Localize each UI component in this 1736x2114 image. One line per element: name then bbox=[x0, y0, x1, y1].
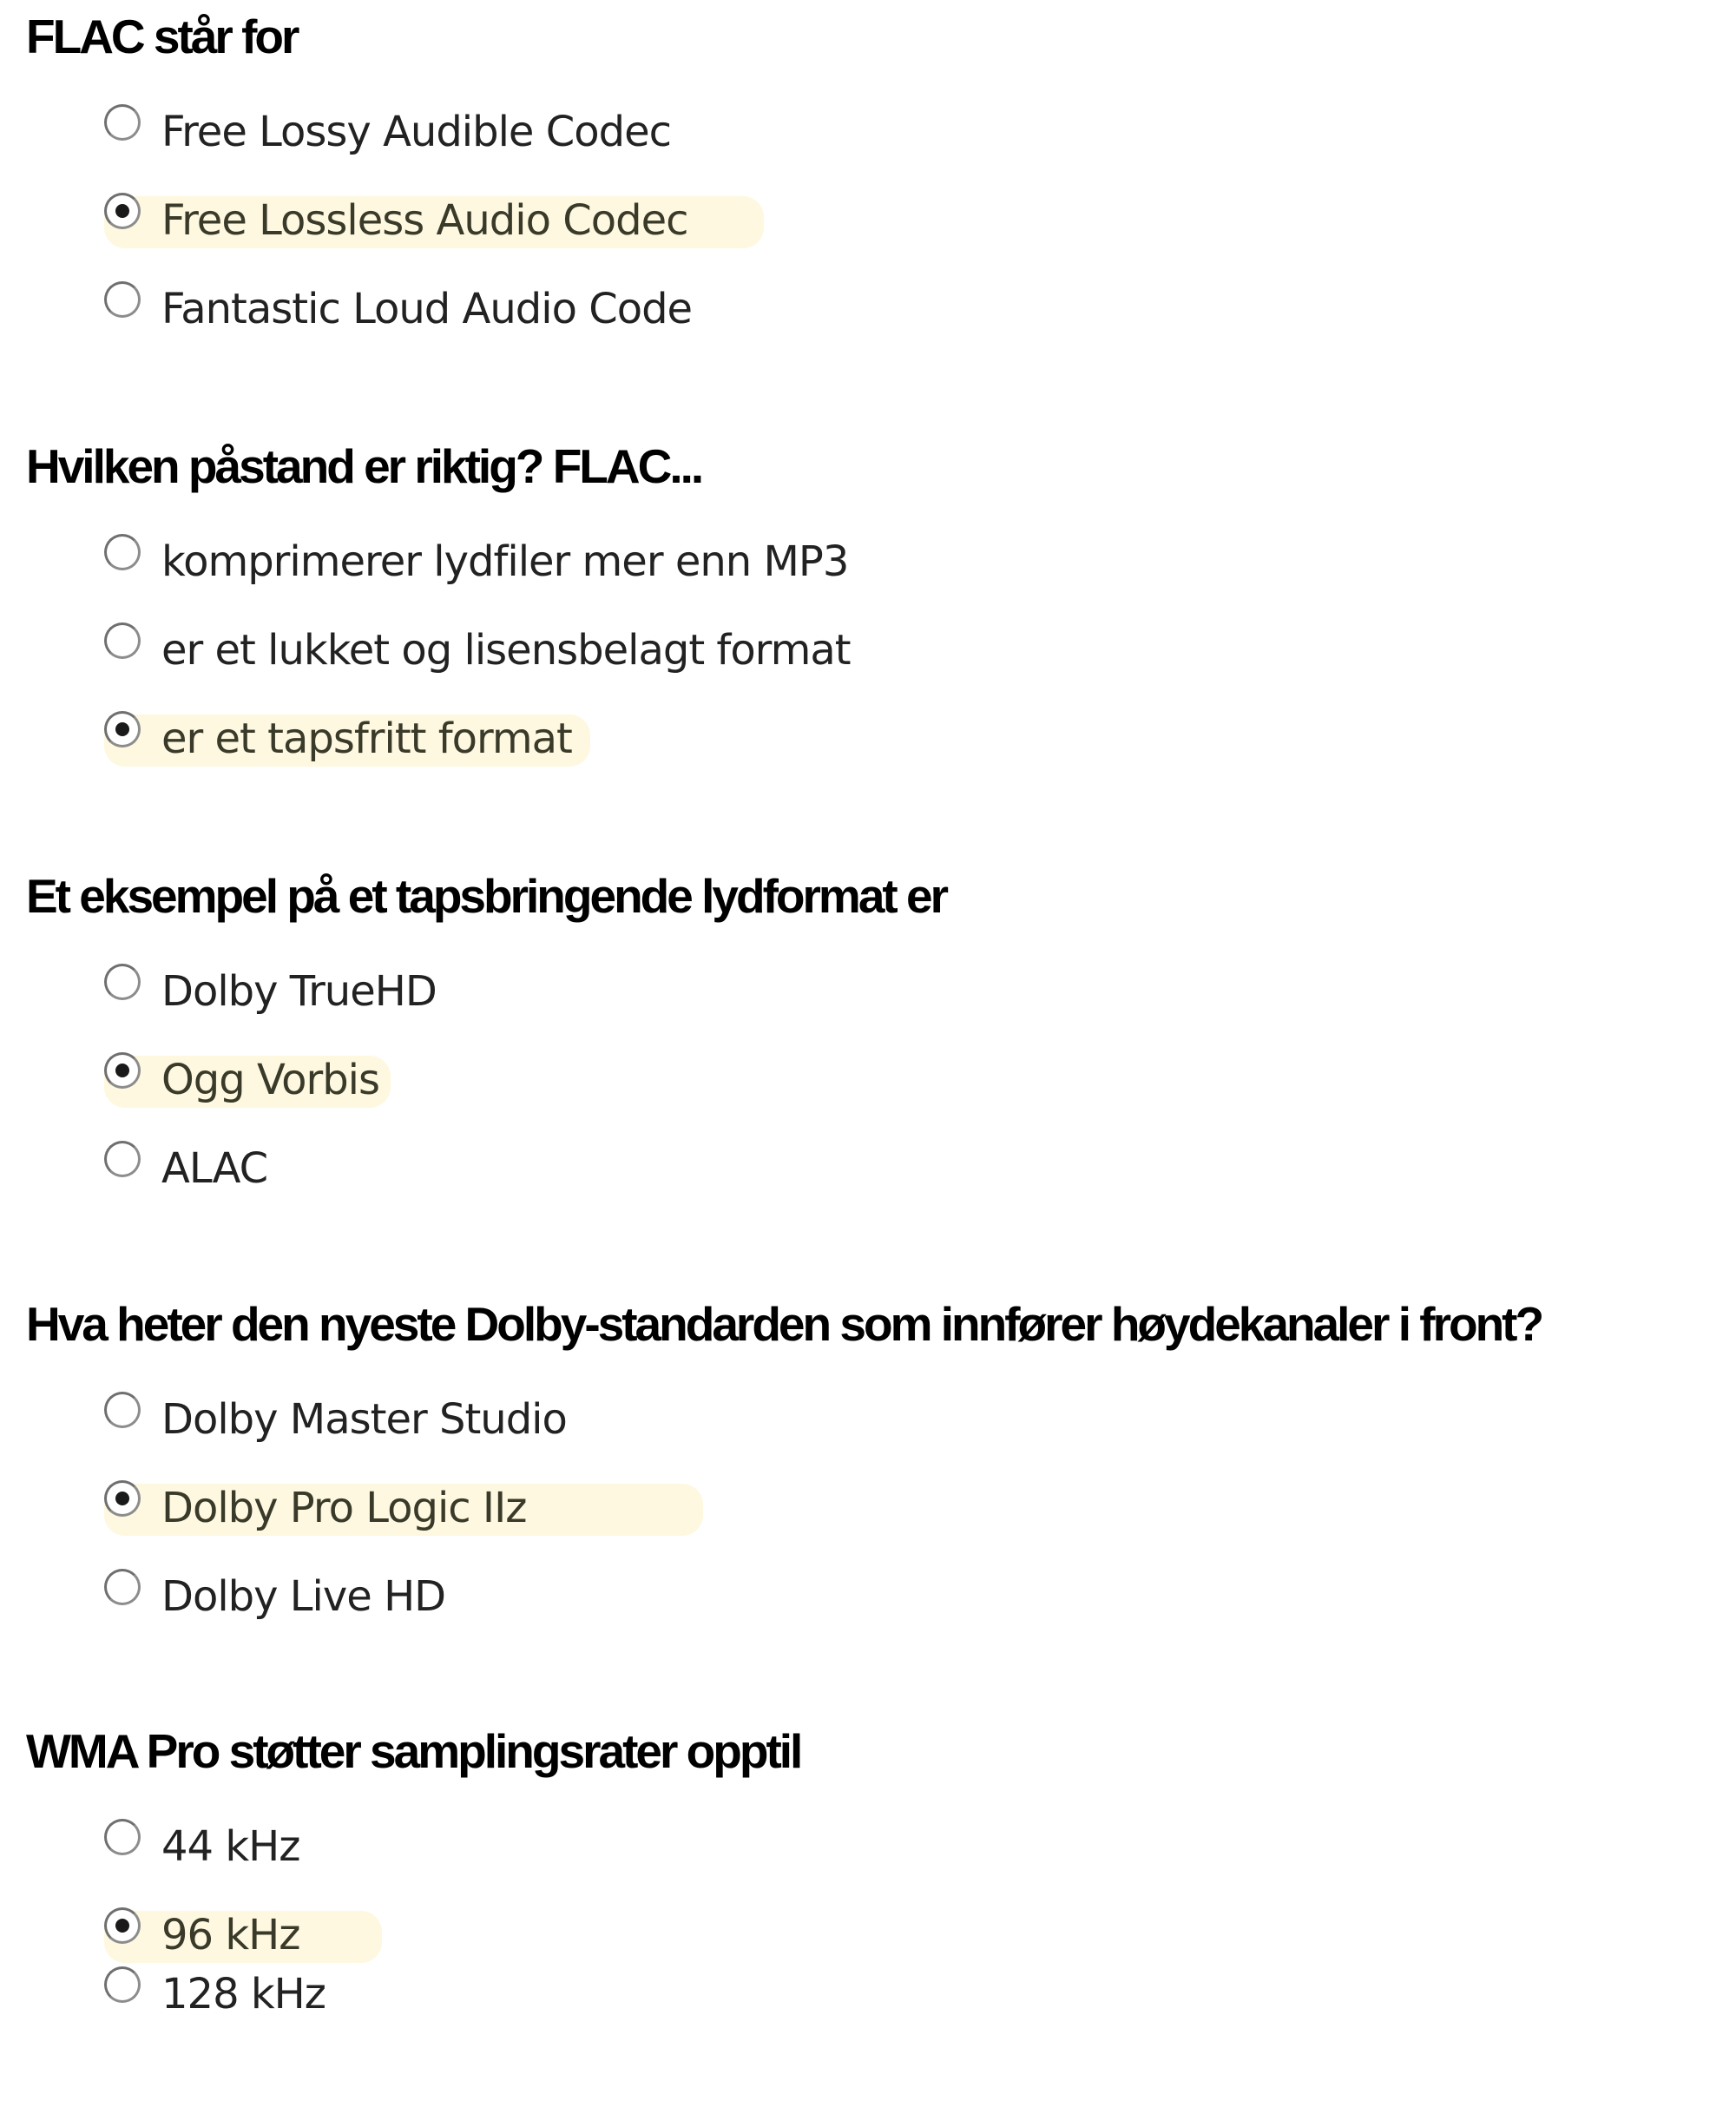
question-2 bbox=[0, 430, 1736, 829]
answer-label: Dolby TrueHD bbox=[161, 967, 437, 1016]
answer-label: 96 kHz bbox=[161, 1911, 300, 1959]
radio-button[interactable] bbox=[104, 1819, 141, 1855]
answer-label: Dolby Pro Logic IIz bbox=[161, 1484, 527, 1532]
answer-label: er et lukket og lisensbelagt format bbox=[161, 626, 851, 675]
answer-label: Free Lossy Audible Codec bbox=[161, 108, 671, 156]
answer-label: Dolby Live HD bbox=[161, 1572, 446, 1621]
radio-button[interactable] bbox=[104, 1141, 141, 1177]
answer-label: Ogg Vorbis bbox=[161, 1056, 379, 1104]
radio-dot-icon bbox=[115, 204, 129, 218]
answer-label: Fantastic Loud Audio Code bbox=[161, 285, 693, 333]
radio-button[interactable] bbox=[104, 193, 141, 229]
answer-label: er et tapsfritt format bbox=[161, 715, 572, 763]
radio-button[interactable] bbox=[104, 711, 141, 747]
radio-button[interactable] bbox=[104, 104, 141, 141]
radio-dot-icon bbox=[115, 1919, 129, 1933]
question-title: Hva heter den nyeste Dolby-standarden som innfører høydekanaler i front? bbox=[26, 1297, 1542, 1351]
question-5 bbox=[0, 1715, 1736, 2114]
question-title: WMA Pro støtter samplingsrater opptil bbox=[26, 1724, 801, 1778]
radio-button[interactable] bbox=[104, 1480, 141, 1517]
answer-label: 44 kHz bbox=[161, 1822, 300, 1871]
question-title: FLAC står for bbox=[26, 10, 298, 63]
radio-button[interactable] bbox=[104, 281, 141, 318]
question-title: Hvilken påstand er riktig? FLAC... bbox=[26, 439, 702, 493]
answer-label: ALAC bbox=[161, 1144, 268, 1193]
radio-button[interactable] bbox=[104, 1966, 141, 2003]
radio-button[interactable] bbox=[104, 1392, 141, 1428]
question-1 bbox=[0, 0, 1736, 399]
radio-button[interactable] bbox=[104, 1907, 141, 1944]
question-4 bbox=[0, 1287, 1736, 1687]
answer-label: komprimerer lydfiler mer enn MP3 bbox=[161, 537, 849, 586]
question-title: Et eksempel på et tapsbringende lydformat er bbox=[26, 869, 947, 923]
question-3 bbox=[0, 859, 1736, 1259]
radio-dot-icon bbox=[115, 1064, 129, 1077]
radio-button[interactable] bbox=[104, 622, 141, 659]
radio-button[interactable] bbox=[104, 964, 141, 1000]
answer-label: 128 kHz bbox=[161, 1970, 326, 2019]
radio-dot-icon bbox=[115, 722, 129, 736]
radio-dot-icon bbox=[115, 1492, 129, 1505]
radio-button[interactable] bbox=[104, 534, 141, 570]
answer-label: Free Lossless Audio Codec bbox=[161, 196, 688, 245]
answer-label: Dolby Master Studio bbox=[161, 1395, 567, 1444]
radio-button[interactable] bbox=[104, 1569, 141, 1605]
radio-button[interactable] bbox=[104, 1052, 141, 1089]
